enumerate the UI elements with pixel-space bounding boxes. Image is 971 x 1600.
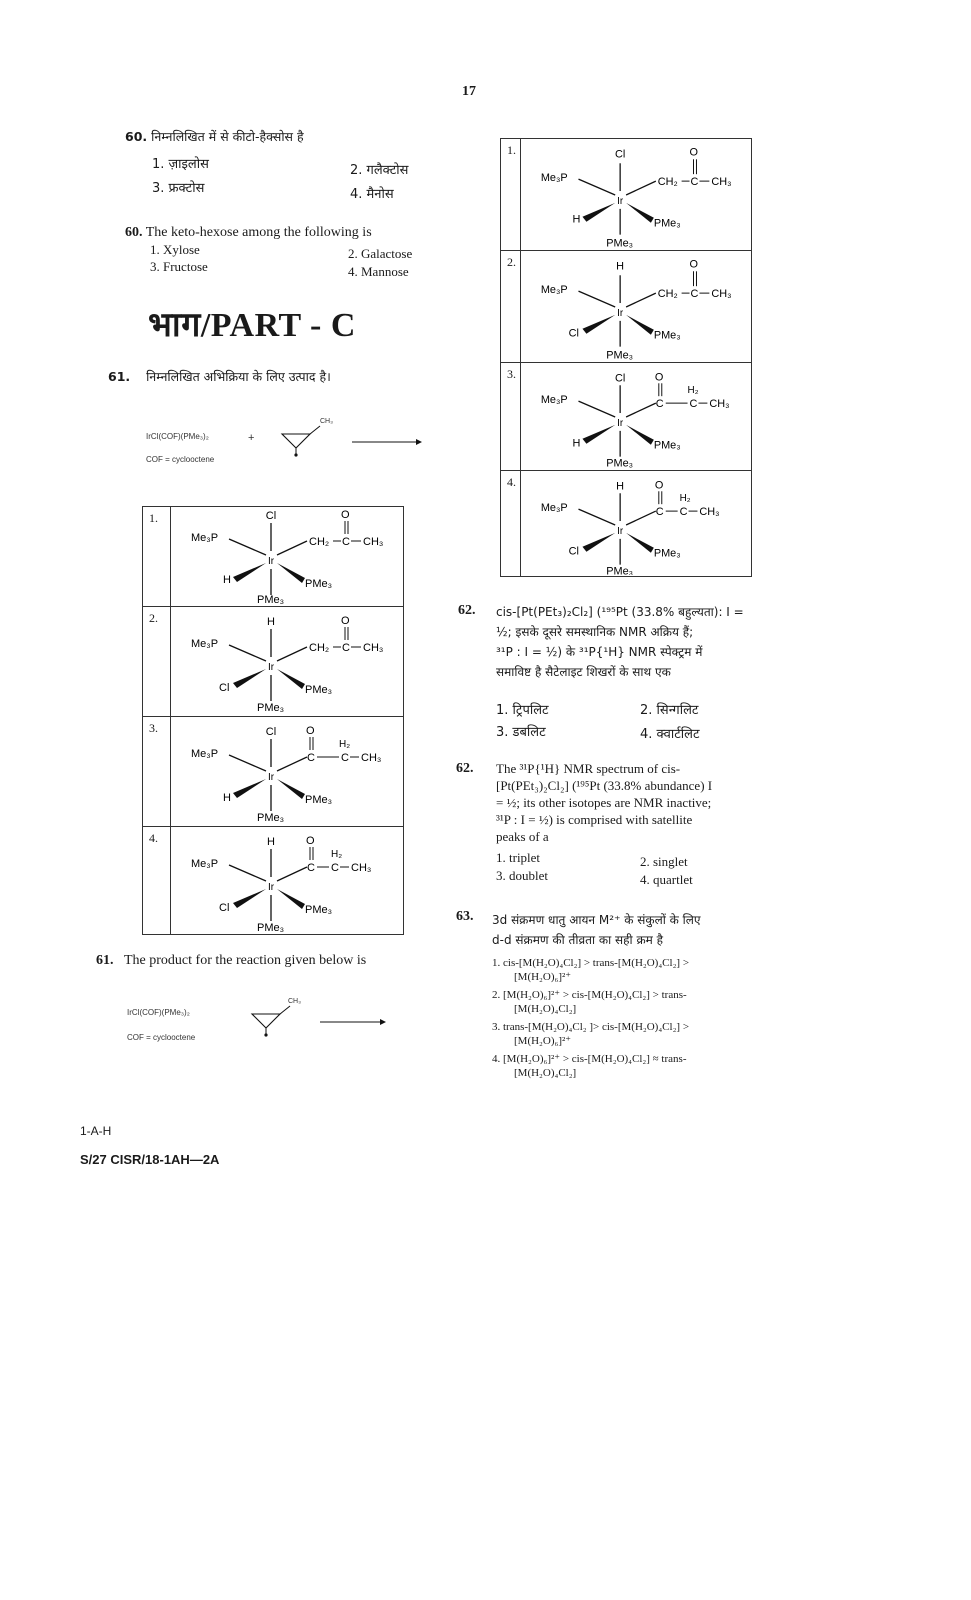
label-cl: Cl [568,327,579,340]
ir-complex-4 [171,827,403,933]
label-h2: H₂ [687,385,699,397]
label-ir: Ir [617,525,624,537]
label-o: O [341,509,350,521]
label-h2: H₂ [679,493,691,505]
label-ch2: CH₂ [657,176,678,189]
left-option-2-number: 2. [143,607,171,717]
footer-code-2: S/27 CISR/18-1AH—2A [80,1152,220,1167]
label-pme3-right: PMe₃ [653,217,681,230]
label-h: H [223,574,231,586]
label-cl-top: Cl [265,510,277,522]
reaction-reagent-en: IrCl(COF)(PMe₃)₂ [127,1008,190,1017]
q62-english-stem [496,760,772,845]
q61-english-stem [96,952,366,970]
label-ch3: CH₃ [699,506,720,519]
left-option-3-structure [171,717,404,827]
label-pme3-bottom: PMe₃ [606,237,634,249]
q63-options [492,956,777,1080]
right-option-2-structure [521,251,752,363]
epoxide-methyl-label: CH₃ [320,418,333,425]
label-o: O [306,835,315,847]
right-option-3-structure [521,363,752,471]
q60-english-number: 60. [125,225,143,240]
q62-english-line-5: peaks of a [496,829,549,844]
right-option-3-number: 3. [501,363,521,471]
label-pme3-right: PMe₃ [305,904,333,916]
label-ch3: CH₃ [711,288,732,301]
q62-english-option-4: 4. quartlet [640,872,693,887]
footer-code-1: 1-A-H [80,1124,112,1138]
q63-option-4-line-2: [M(H₂O)₄Cl₂] [514,1067,577,1079]
label-pme3-bottom: PMe₃ [257,594,285,605]
reaction-note-en: COF = cyclooctene [127,1033,196,1042]
label-c: C [342,536,350,548]
q63-option-3-line-2: [M(H₂O)₆]²⁺ [514,1035,572,1047]
q62-english-line-2: [Pt(PEt₃)₂Cl₂] (¹⁹⁵Pt (33.8% abundance) I [496,778,713,793]
q62-english-number: 62. [456,761,474,776]
label-pme3-bottom: PMe₃ [257,702,285,714]
label-pme3-bottom: PMe₃ [606,457,634,469]
q60-english-option-1: 1. Xylose [150,242,200,257]
label-pme3-bottom: PMe₃ [606,565,634,575]
label-me3p: Me₃P [191,532,219,544]
label-o: O [341,615,350,627]
label-pme3-right: PMe₃ [653,329,681,342]
q62-english-line-3: = ½; its other isotopes are NMR inactive; [496,795,712,810]
label-ir: Ir [617,195,624,207]
label-h-top: H [267,836,275,848]
label-ir: Ir [617,417,624,429]
label-h2: H₂ [339,739,351,750]
epoxide-reaction-arrow-en [240,994,390,1044]
q60-english-stem [125,224,372,242]
label-o: O [689,146,699,159]
label-pme3-right: PMe₃ [305,578,333,590]
right-option-4-structure [521,471,752,577]
ir-complex-3 [171,717,403,825]
q61-hindi-stem [108,368,331,386]
label-cl: Cl [568,545,579,558]
q62-english-option-2: 2. singlet [640,854,688,869]
q60-hindi-option-3: 3. फ्रक्टोस [152,181,205,196]
label-ir: Ir [267,662,275,673]
label-c: C [655,398,664,411]
ir-complex-3-right [521,363,751,469]
label-ch3: CH₃ [363,642,384,654]
label-me3p: Me₃P [540,502,568,515]
ir-complex-1-right [521,139,751,249]
q62-hindi-stem [496,602,772,682]
label-cl: Cl [219,682,230,694]
label-h2: H₂ [331,849,343,860]
q62-hindi-line-4: समाविष्ट है सैटेलाइट शिखरों के साथ एक [496,665,671,679]
left-option-3-number: 3. [143,717,171,827]
right-option-1-structure [521,139,752,251]
q62-english-line-4: ³¹P : I = ½) is comprised with satellite [496,812,693,827]
q63-option-1-line-1: 1. cis-[M(H₂O)₄Cl₂] > trans-[M(H₂O)₄Cl₂] > [492,957,690,969]
label-cl-top: Cl [614,148,626,161]
q60-hindi-option-2: 2. गलैक्टोस [350,163,409,178]
label-c: C [307,862,315,874]
label-ir: Ir [267,772,275,783]
label-pme3-bottom: PMe₃ [257,812,285,824]
label-me3p: Me₃P [191,638,219,650]
part-heading: भाग/PART - C [148,307,356,344]
q63-line-1: 3d संक्रमण धातु आयन M²⁺ के संकुलों के लिए [492,913,701,927]
q63-option-4-line-1: 4. [M(H₂O)₆]²⁺ > cis-[M(H₂O)₄Cl₂] ≈ trans- [492,1053,687,1065]
label-cl-top: Cl [265,726,277,738]
label-pme3-right: PMe₃ [653,547,681,560]
q61-english-number: 61. [96,953,114,968]
q63-option-2-line-2: [M(H₂O)₄Cl₂] [514,1003,577,1015]
q63-option-2-line-1: 2. [M(H₂O)₆]²⁺ > cis-[M(H₂O)₄Cl₂] > trans- [492,989,687,1001]
q63-option-1 [492,956,777,984]
label-h: H [572,437,581,450]
q62-hindi-line-3: ³¹P : I = ½) के ³¹P{¹H} NMR स्पेक्ट्रम में [496,645,703,659]
label-c: C [690,176,699,189]
label-ch3: CH₃ [361,752,382,764]
q62-hindi-line-2: ½; इसके दूसरे समस्थानिक NMR अक्रिय हैं; [496,625,694,639]
label-me3p: Me₃P [540,172,568,185]
label-c: C [690,288,699,301]
label-me3p: Me₃P [191,858,219,870]
label-ch2: CH₂ [657,288,678,301]
ir-complex-2-right [521,251,751,361]
right-option-2-number: 2. [501,251,521,363]
q61-options-table-left [142,506,404,935]
label-ch2: CH₂ [309,536,330,548]
q60-hindi-number: 60. [125,129,148,144]
label-o: O [689,258,699,271]
label-h-top: H [616,260,625,273]
label-ir: Ir [267,882,275,893]
q62-hindi-number: 62. [458,603,476,618]
label-c2: C [679,506,688,519]
label-o: O [654,479,664,492]
q61-english-text: The product for the reaction given below is [124,953,367,968]
q60-english-text: The keto-hexose among the following is [145,225,372,240]
q63-option-1-line-2: [M(H₂O)₆]²⁺ [514,971,572,983]
label-c: C [307,752,315,764]
label-h-top: H [616,480,625,493]
label-c: C [342,642,350,654]
q62-hindi-option-1: 1. ट्रिपलिट [496,703,549,718]
q60-english-option-4: 4. Mannose [348,264,409,279]
left-option-1-number: 1. [143,507,171,607]
label-h: H [572,213,581,226]
label-me3p: Me₃P [191,748,219,760]
label-pme3-bottom: PMe₃ [257,922,285,933]
label-h: H [223,792,231,804]
label-cl: Cl [219,902,230,914]
label-pme3-right: PMe₃ [305,684,333,696]
epoxide-reaction-arrow [270,414,430,464]
epoxide-methyl-label-en: CH₃ [288,998,301,1005]
q62-english-line-1: The ³¹P{¹H} NMR spectrum of cis- [496,761,681,776]
page-number: 17 [462,84,476,99]
q62-english-option-3: 3. doublet [496,868,548,883]
label-ir: Ir [617,307,624,319]
ir-complex-2 [171,607,403,715]
label-o: O [654,371,664,384]
label-ch3: CH₃ [709,398,730,411]
q63-option-3-line-1: 3. trans-[M(H₂O)₄Cl₂ ]> cis-[M(H₂O)₄Cl₂] > [492,1021,690,1033]
q60-hindi-option-4: 4. मैनोस [350,187,394,202]
q63-option-2 [492,988,777,1016]
q63-number: 63. [456,909,474,924]
label-me3p: Me₃P [540,284,568,297]
label-c2: C [341,752,349,764]
label-ch3: CH₃ [711,176,732,189]
q62-hindi-line-1: cis-[Pt(PEt₃)₂Cl₂] (¹⁹⁵Pt (33.8% बहुल्यता): I = [496,605,744,619]
label-h-top: H [267,616,275,628]
label-cl-top: Cl [614,372,626,385]
right-option-1-number: 1. [501,139,521,251]
q63-option-3 [492,1020,777,1048]
q62-english-option-1: 1. triplet [496,850,541,865]
reaction-note: COF = cyclooctene [146,455,215,464]
q60-hindi-text: निम्नलिखित में से कीटो-हैक्सोस है [151,129,304,144]
ir-complex-1 [171,507,403,605]
label-ch2: CH₂ [309,642,330,654]
q62-hindi-option-4: 4. क्वार्टलिट [640,727,700,742]
label-c: C [655,506,664,519]
q61-hindi-number: 61. [108,369,131,384]
label-c2: C [689,398,698,411]
q60-hindi-option-1: 1. ज़ाइलोस [152,157,209,172]
ir-complex-4-right [521,471,751,575]
label-pme3-right: PMe₃ [305,794,333,806]
left-option-4-structure [171,827,404,935]
q63-line-2: d-d संक्रमण की तीव्रता का सही क्रम है [492,933,664,947]
q61-hindi-text: निम्नलिखित अभिक्रिया के लिए उत्पाद है। [146,369,331,384]
left-option-4-number: 4. [143,827,171,935]
label-ch3: CH₃ [363,536,384,548]
label-pme3-right: PMe₃ [653,439,681,452]
q62-hindi-option-2: 2. सिन्गलिट [640,703,699,718]
q63-option-4 [492,1052,777,1080]
q60-english-option-3: 3. Fructose [150,259,208,274]
reaction-plus: + [248,432,255,444]
right-option-4-number: 4. [501,471,521,577]
label-me3p: Me₃P [540,394,568,407]
label-o: O [306,725,315,737]
q61-options-table-right [500,138,752,577]
q60-english-option-2: 2. Galactose [348,246,413,261]
q60-hindi-stem [125,128,304,146]
label-ir: Ir [267,556,275,567]
label-ch3: CH₃ [351,862,372,874]
left-option-1-structure [171,507,404,607]
reaction-reagent: IrCl(COF)(PMe₃)₂ [146,432,209,441]
label-c2: C [331,862,339,874]
q63-stem [492,910,777,950]
q62-hindi-option-3: 3. डबलिट [496,725,546,740]
left-option-2-structure [171,607,404,717]
label-pme3-bottom: PMe₃ [606,349,634,361]
